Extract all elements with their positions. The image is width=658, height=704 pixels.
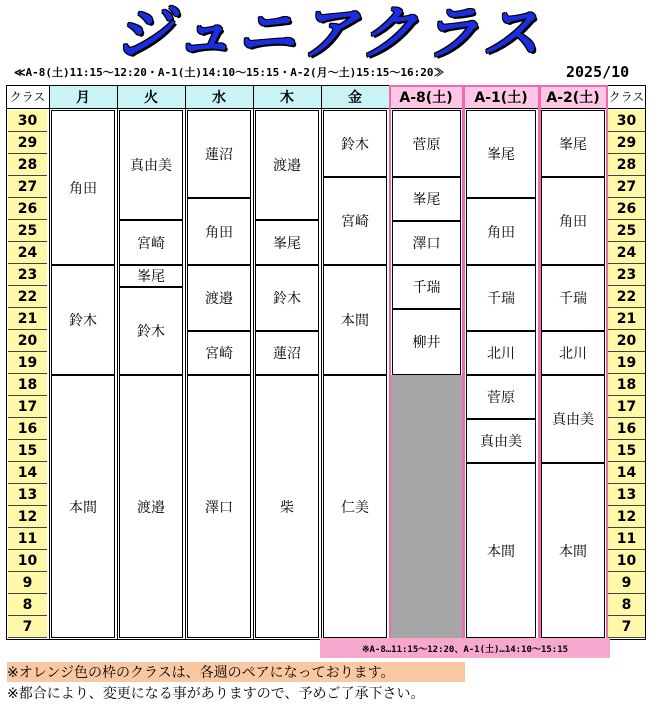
class-number-left: 9 [8,572,47,594]
note-orange-frame: ※オレンジ色の枠のクラスは、各週のペアになっております。 [7,662,465,682]
class-number-left: 22 [8,286,47,308]
wed-slot-4: 宮崎 [205,346,233,362]
a2-slot-3: 千瑞 [559,291,587,307]
header-wed: 水 [185,85,253,108]
header-class-left: クラス [9,90,46,104]
class-number-right: 26 [607,198,646,220]
class-number-left: 17 [8,396,47,418]
note-change: ※都合により、変更になる事がありますので、予めご了承下さい。 [7,686,425,702]
class-number-left: 28 [8,154,47,176]
class-number-right: 7 [607,616,646,638]
class-number-left: 12 [8,506,47,528]
a1-slot-4: 北川 [487,346,515,362]
wed-slot-3: 渡邉 [205,291,233,307]
fri-slot-2: 宮崎 [341,214,369,230]
class-number-right: 19 [607,352,646,374]
class-number-right: 9 [607,572,646,594]
a2-slot-2: 角田 [559,214,587,230]
page-title: ジュニアクラス [114,0,544,67]
header-mon: 月 [49,85,117,108]
class-number-left: 19 [8,352,47,374]
year-month: 2025/10 [566,63,630,81]
class-number-left: 8 [8,594,47,616]
header-class-right: クラス [608,90,645,104]
class-number-right: 23 [607,264,646,286]
a1-slot-5: 菅原 [487,390,515,406]
thu-slot-3: 鈴木 [273,291,301,307]
schedule-line: ≪A-8(土)11:15～12:20・A-1(土)14:10～15:15・A-2(月～土)15:15～16:20≫ [14,66,445,79]
class-number-right: 18 [607,374,646,396]
a8-slot-3: 澤口 [412,236,441,252]
a1-slot-6: 真由美 [480,434,522,450]
class-number-left: 24 [8,242,47,264]
header-fri: 金 [321,85,389,108]
class-number-left: 7 [8,616,47,638]
a2-slot-6: 本間 [559,543,587,560]
class-number-right: 21 [607,308,646,330]
class-number-right: 12 [607,506,646,528]
class-number-right: 27 [607,176,646,198]
class-number-right: 24 [607,242,646,264]
a1-slot-2: 角田 [487,224,515,241]
tue-slot-5: 渡邉 [137,499,165,516]
thu-slot-4: 蓮沼 [273,346,301,362]
class-number-left: 29 [8,132,47,154]
fri-slot-1: 鈴木 [341,136,369,153]
fri-slot-4: 仁美 [341,499,369,516]
mon-slot-2: 鈴木 [69,313,97,329]
tue-slot-4: 鈴木 [137,324,165,340]
class-number-right: 20 [607,330,646,352]
class-number-right: 25 [607,220,646,242]
class-number-left: 20 [8,330,47,352]
class-number-left: 13 [8,484,47,506]
header-a2: A-2(土) [539,85,607,108]
class-number-left: 16 [8,418,47,440]
a1-slot-1: 峯尾 [487,147,515,163]
class-number-left: 18 [8,374,47,396]
class-number-left: 11 [8,528,47,550]
a1-slot-3: 千瑞 [487,291,515,307]
a8-empty-block [391,375,462,638]
wed-slot-1: 蓮沼 [205,147,233,163]
class-number-right: 30 [607,110,646,132]
thu-slot-2: 峯尾 [273,235,301,252]
tue-slot-3: 峯尾 [137,269,165,285]
class-number-left: 21 [8,308,47,330]
class-number-right: 29 [607,132,646,154]
wed-slot-2: 角田 [205,224,233,241]
a8-slot-1: 菅原 [412,136,441,153]
tue-slot-1: 真由美 [130,158,172,174]
class-number-right: 17 [607,396,646,418]
class-number-left: 10 [8,550,47,572]
class-number-left: 26 [8,198,47,220]
class-number-left: 15 [8,440,47,462]
wed-slot-5: 澤口 [205,499,233,516]
header-a1: A-1(土) [463,85,539,108]
class-number-right: 11 [607,528,646,550]
class-number-right: 13 [607,484,646,506]
class-number-right: 10 [607,550,646,572]
a8-slot-2: 峯尾 [412,192,441,208]
fri-slot-3: 本間 [341,313,369,329]
a2-slot-5: 真由美 [552,412,594,428]
a8-slot-5: 柳井 [412,335,441,351]
thu-slot-5: 柴 [280,499,294,516]
thu-slot-1: 渡邉 [273,158,301,174]
tue-slot-2: 宮崎 [137,235,165,252]
class-number-left: 27 [8,176,47,198]
class-number-left: 30 [8,110,47,132]
class-number-left: 23 [8,264,47,286]
class-number-right: 8 [607,594,646,616]
a8-slot-4: 千瑞 [412,280,441,296]
header-tue: 火 [117,85,185,108]
class-number-right: 28 [607,154,646,176]
footer-time-note: ※A-8…11:15～12:20、A-1(土)…14:10～15:15 [320,638,610,658]
a1-slot-7: 本間 [487,543,515,560]
mon-slot-1: 角田 [69,180,97,197]
class-number-right: 22 [607,286,646,308]
header-a8: A-8(土) [389,85,463,108]
class-number-right: 15 [607,440,646,462]
a2-slot-4: 北川 [559,346,587,362]
a2-slot-1: 峯尾 [559,136,587,153]
class-number-right: 14 [607,462,646,484]
class-number-left: 14 [8,462,47,484]
mon-slot-3: 本間 [69,499,97,516]
class-number-right: 16 [607,418,646,440]
header-thu: 木 [253,85,321,108]
class-number-left: 25 [8,220,47,242]
